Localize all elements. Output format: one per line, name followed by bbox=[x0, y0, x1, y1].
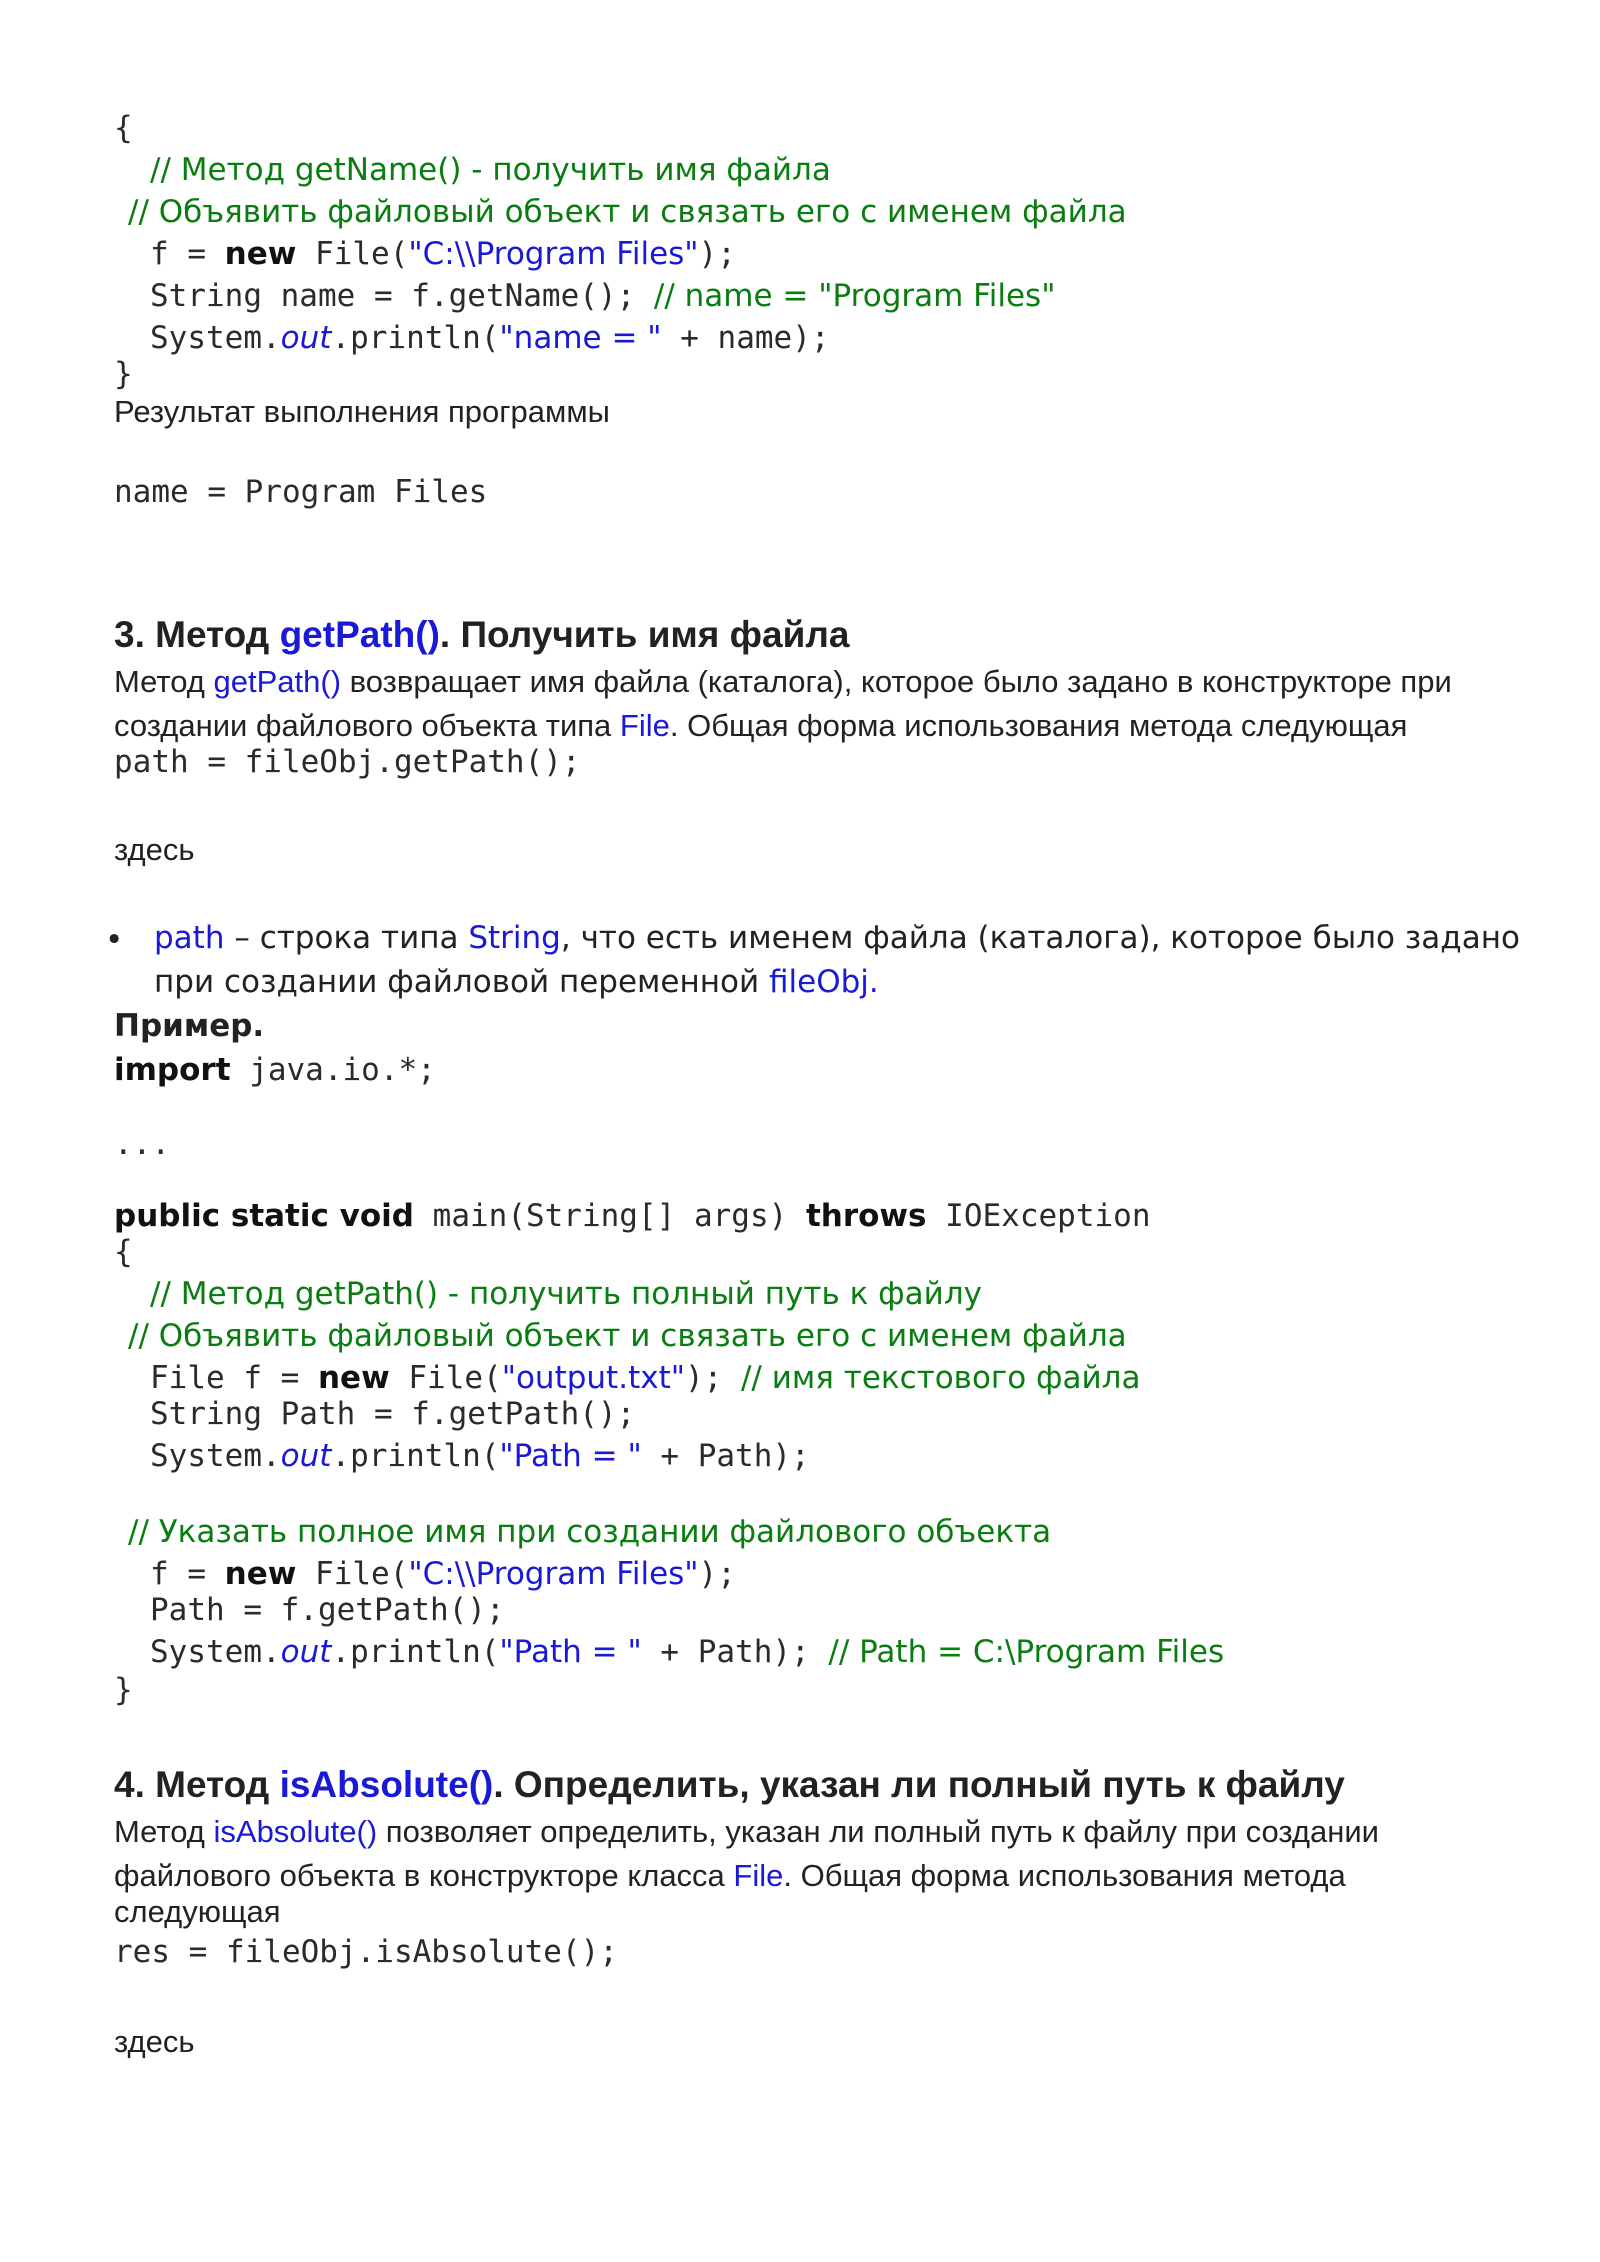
code-line: String name = f.getName(); // name = "Program Files" bbox=[150, 278, 1056, 314]
code-line: File f = new File("output.txt"); // имя текстового файла bbox=[150, 1360, 1141, 1396]
bullet-item-cont: при создании файловой переменной fileObj. bbox=[154, 964, 879, 1000]
here-label: здесь bbox=[114, 832, 195, 867]
example-label: Пример. bbox=[114, 1008, 265, 1044]
file-link[interactable]: File bbox=[619, 708, 670, 743]
paragraph: файлового объекта в конструкторе класса File. Общая форма использования метода bbox=[114, 1858, 1346, 1893]
here-label: здесь bbox=[114, 2024, 195, 2059]
code-line: System.out.println("Path = " + Path); // Path = C:\Program Files bbox=[150, 1634, 1225, 1670]
code-line: path = fileObj.getPath(); bbox=[114, 744, 581, 780]
isabsolute-link[interactable]: isAbsolute() bbox=[213, 1814, 378, 1849]
code-ellipsis: ... bbox=[114, 1126, 170, 1162]
code-comment: // Метод getPath() - получить полный путь к файлу bbox=[150, 1276, 982, 1312]
method-link[interactable]: isAbsolute() bbox=[279, 1764, 494, 1805]
code-brace-open: { bbox=[114, 110, 133, 146]
path-link[interactable]: path bbox=[154, 920, 225, 956]
paragraph: создании файлового объекта типа File. Общая форма использования метода следующая bbox=[114, 708, 1408, 743]
code-line: res = fileObj.isAbsolute(); bbox=[114, 1934, 618, 1970]
code-main: public static void main(String[] args) throws IOException bbox=[114, 1198, 1151, 1234]
string-link[interactable]: String bbox=[468, 920, 561, 956]
code-comment: // Метод getName() - получить имя файла bbox=[150, 152, 831, 188]
file-link[interactable]: File bbox=[733, 1858, 784, 1893]
code-line: f = new File("C:\\Program Files"); bbox=[150, 1556, 736, 1592]
paragraph: следующая bbox=[114, 1894, 281, 1929]
paragraph: Метод isAbsolute() позволяет определить, указан ли полный путь к файлу при создании bbox=[114, 1814, 1379, 1849]
section-heading-4: 4. Метод isAbsolute(). Определить, указан ли полный путь к файлу bbox=[114, 1764, 1345, 1805]
code-import: import java.io.*; bbox=[114, 1052, 436, 1088]
paragraph: Метод getPath() возвращает имя файла (каталога), которое было задано в конструкторе при bbox=[114, 664, 1452, 699]
bullet-marker: • bbox=[105, 922, 124, 958]
section-heading-3: 3. Метод getPath(). Получить имя файла bbox=[114, 614, 850, 655]
fileobj-link[interactable]: fileObj bbox=[769, 964, 869, 1000]
code-line: Path = f.getPath(); bbox=[150, 1592, 505, 1628]
method-link[interactable]: getPath() bbox=[279, 614, 440, 655]
bullet-item: path – строка типа String, что есть именем файла (каталога), которое было задано bbox=[154, 920, 1520, 956]
code-brace-close: } bbox=[114, 356, 133, 392]
code-line: System.out.println("name = " + name); bbox=[150, 320, 830, 356]
result-output: name = Program Files bbox=[114, 474, 488, 510]
code-comment: // Объявить файловый объект и связать его с именем файла bbox=[128, 1318, 1127, 1354]
code-line: f = new File("C:\\Program Files"); bbox=[150, 236, 736, 272]
code-brace-close: } bbox=[114, 1672, 133, 1708]
code-comment: // Объявить файловый объект и связать его с именем файла bbox=[128, 194, 1127, 230]
result-label: Результат выполнения программы bbox=[114, 394, 610, 429]
code-line: String Path = f.getPath(); bbox=[150, 1396, 636, 1432]
getpath-link[interactable]: getPath() bbox=[213, 664, 342, 699]
code-brace-open: { bbox=[114, 1234, 133, 1270]
code-line: System.out.println("Path = " + Path); bbox=[150, 1438, 810, 1474]
code-comment: // Указать полное имя при создании файлового объекта bbox=[128, 1514, 1052, 1550]
